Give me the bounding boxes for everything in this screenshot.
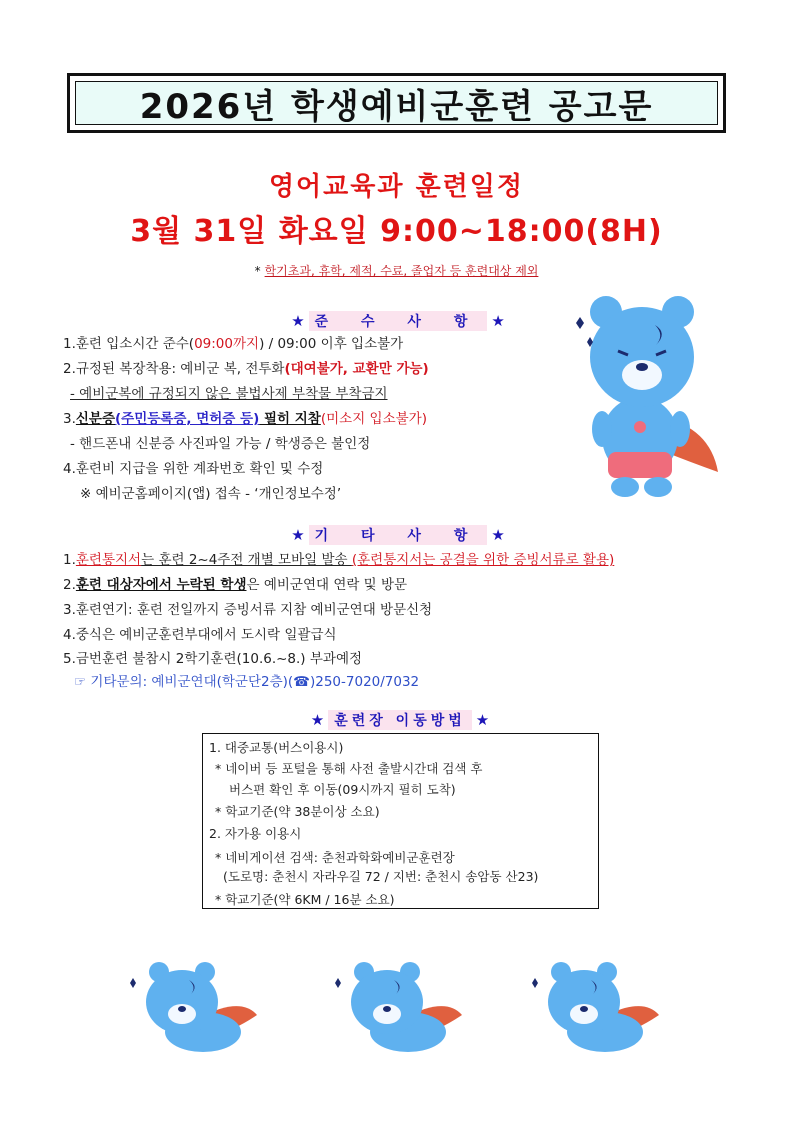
rule-1-rest: ) / 09:00 이후 입소불가 — [259, 336, 404, 352]
rule-2 — [63, 357, 429, 377]
bear-mascot-flying-icon — [527, 960, 667, 1060]
other-1-note: (훈련통지서는 공결을 위한 증빙서류로 활용) — [351, 552, 615, 568]
rule-2-note: (대여불가, 교환만 가능) — [284, 361, 429, 377]
route-line-8: * 학교기준(약 6KM / 16분 소요) — [215, 892, 395, 907]
rule-2-text: 2.규정된 복장착용: 예비군 복, 전투화 — [63, 361, 285, 377]
department-schedule-title: 영어교육과 훈련일정 — [268, 172, 525, 202]
rule-3-note: (미소지 입소불가) — [320, 411, 427, 427]
contact-text: 기타문의: 예비군연대(학군단2층)(☎)250-7020/7032 — [90, 674, 420, 690]
route-line-5: 2. 자가용 이용시 — [209, 826, 302, 841]
other-4: 4.중식은 예비군훈련부대에서 도시락 일괄급식 — [63, 627, 337, 643]
bear-mascot-standing-icon — [570, 287, 720, 502]
pointing-hand-icon: ☞ — [74, 674, 87, 690]
route-box — [202, 733, 599, 909]
other-2-num: 2. — [63, 577, 76, 593]
rule-3-examples: (주민등록증, 면허증 등) — [115, 411, 260, 427]
rule-3-id: 신분증 — [75, 411, 116, 427]
route-line-2: * 네이버 등 포털을 통해 사전 출발시간대 검색 후 — [215, 761, 483, 776]
rule-3-sub: - 핸드폰내 신분증 사진파일 가능 / 학생증은 불인정 — [70, 436, 371, 452]
contact-info — [74, 670, 419, 690]
rule-1-time: 09:00까지 — [194, 336, 260, 352]
other-section-header — [283, 525, 513, 545]
route-section-title: 훈련장 이동방법 — [328, 710, 472, 730]
star-icon: ★ — [491, 526, 505, 544]
exclusion-text: 학기초과, 휴학, 제적, 수료, 졸업자 등 훈련대상 제외 — [264, 264, 539, 278]
rule-3 — [63, 407, 427, 427]
other-3: 3.훈련연기: 훈련 전일까지 증빙서류 지참 예비군연대 방문신청 — [63, 602, 433, 618]
rule-1-text: 1.훈련 입소시간 준수( — [63, 336, 195, 352]
rules-section-header — [283, 311, 513, 331]
other-2 — [63, 573, 407, 593]
rule-3-num: 3. — [63, 411, 76, 427]
star-icon: ★ — [491, 312, 505, 330]
other-1-num: 1. — [63, 552, 76, 568]
rule-4: 4.훈련비 지급을 위한 계좌번호 확인 및 수정 — [63, 461, 324, 477]
route-line-7: (도로명: 춘천시 자라우길 72 / 지번: 춘천시 송암동 산23) — [223, 869, 539, 884]
other-1 — [63, 548, 614, 568]
asterisk: * — [254, 264, 261, 278]
star-icon: ★ — [475, 711, 490, 729]
other-1-notice: 훈련통지서 — [75, 552, 142, 568]
route-line-4: * 학교기준(약 38분이상 소요) — [215, 804, 380, 819]
other-5: 5.금번훈련 불참시 2학기훈련(10.6.~8.) 부과예정 — [63, 651, 363, 667]
other-2-bold: 훈련 대상자에서 누락된 학생 — [75, 577, 247, 593]
rules-section-title: 준 수 사 항 — [309, 311, 488, 331]
rule-1 — [63, 332, 403, 352]
page-title: 2026년 학생예비군훈련 공고문 — [139, 86, 654, 127]
other-section-title: 기 타 사 항 — [309, 525, 488, 545]
route-line-6: * 네비게이션 검색: 춘천과학화예비군훈련장 — [215, 850, 455, 865]
star-icon: ★ — [291, 526, 305, 544]
training-date: 3월 31일 화요일 9:00~18:00(8H) — [130, 214, 663, 249]
route-line-1: 1. 대중교통(버스이용시) — [209, 740, 344, 755]
route-section-header — [290, 710, 510, 730]
star-icon: ★ — [291, 312, 305, 330]
other-1-text: 는 훈련 2~4주전 개별 모바일 발송 — [141, 552, 352, 568]
star-icon: ★ — [310, 711, 325, 729]
exclusion-note — [0, 262, 793, 279]
bear-mascot-flying-icon — [125, 960, 265, 1060]
route-line-3: 버스편 확인 후 이동(09시까지 필히 도착) — [229, 782, 456, 797]
title-inner — [75, 81, 718, 125]
rule-2-sub: - 예비군복에 규정되지 않은 불법사제 부착물 부착금지 — [70, 386, 388, 402]
title-box — [67, 73, 726, 133]
bear-mascot-flying-icon — [330, 960, 470, 1060]
rule-3-must: 필히 지참 — [259, 411, 321, 427]
rule-4-sub: ※ 예비군홈페이지(앱) 접속 - ‘개인정보수정’ — [80, 486, 342, 502]
other-2-text: 은 예비군연대 연락 및 방문 — [246, 577, 408, 593]
